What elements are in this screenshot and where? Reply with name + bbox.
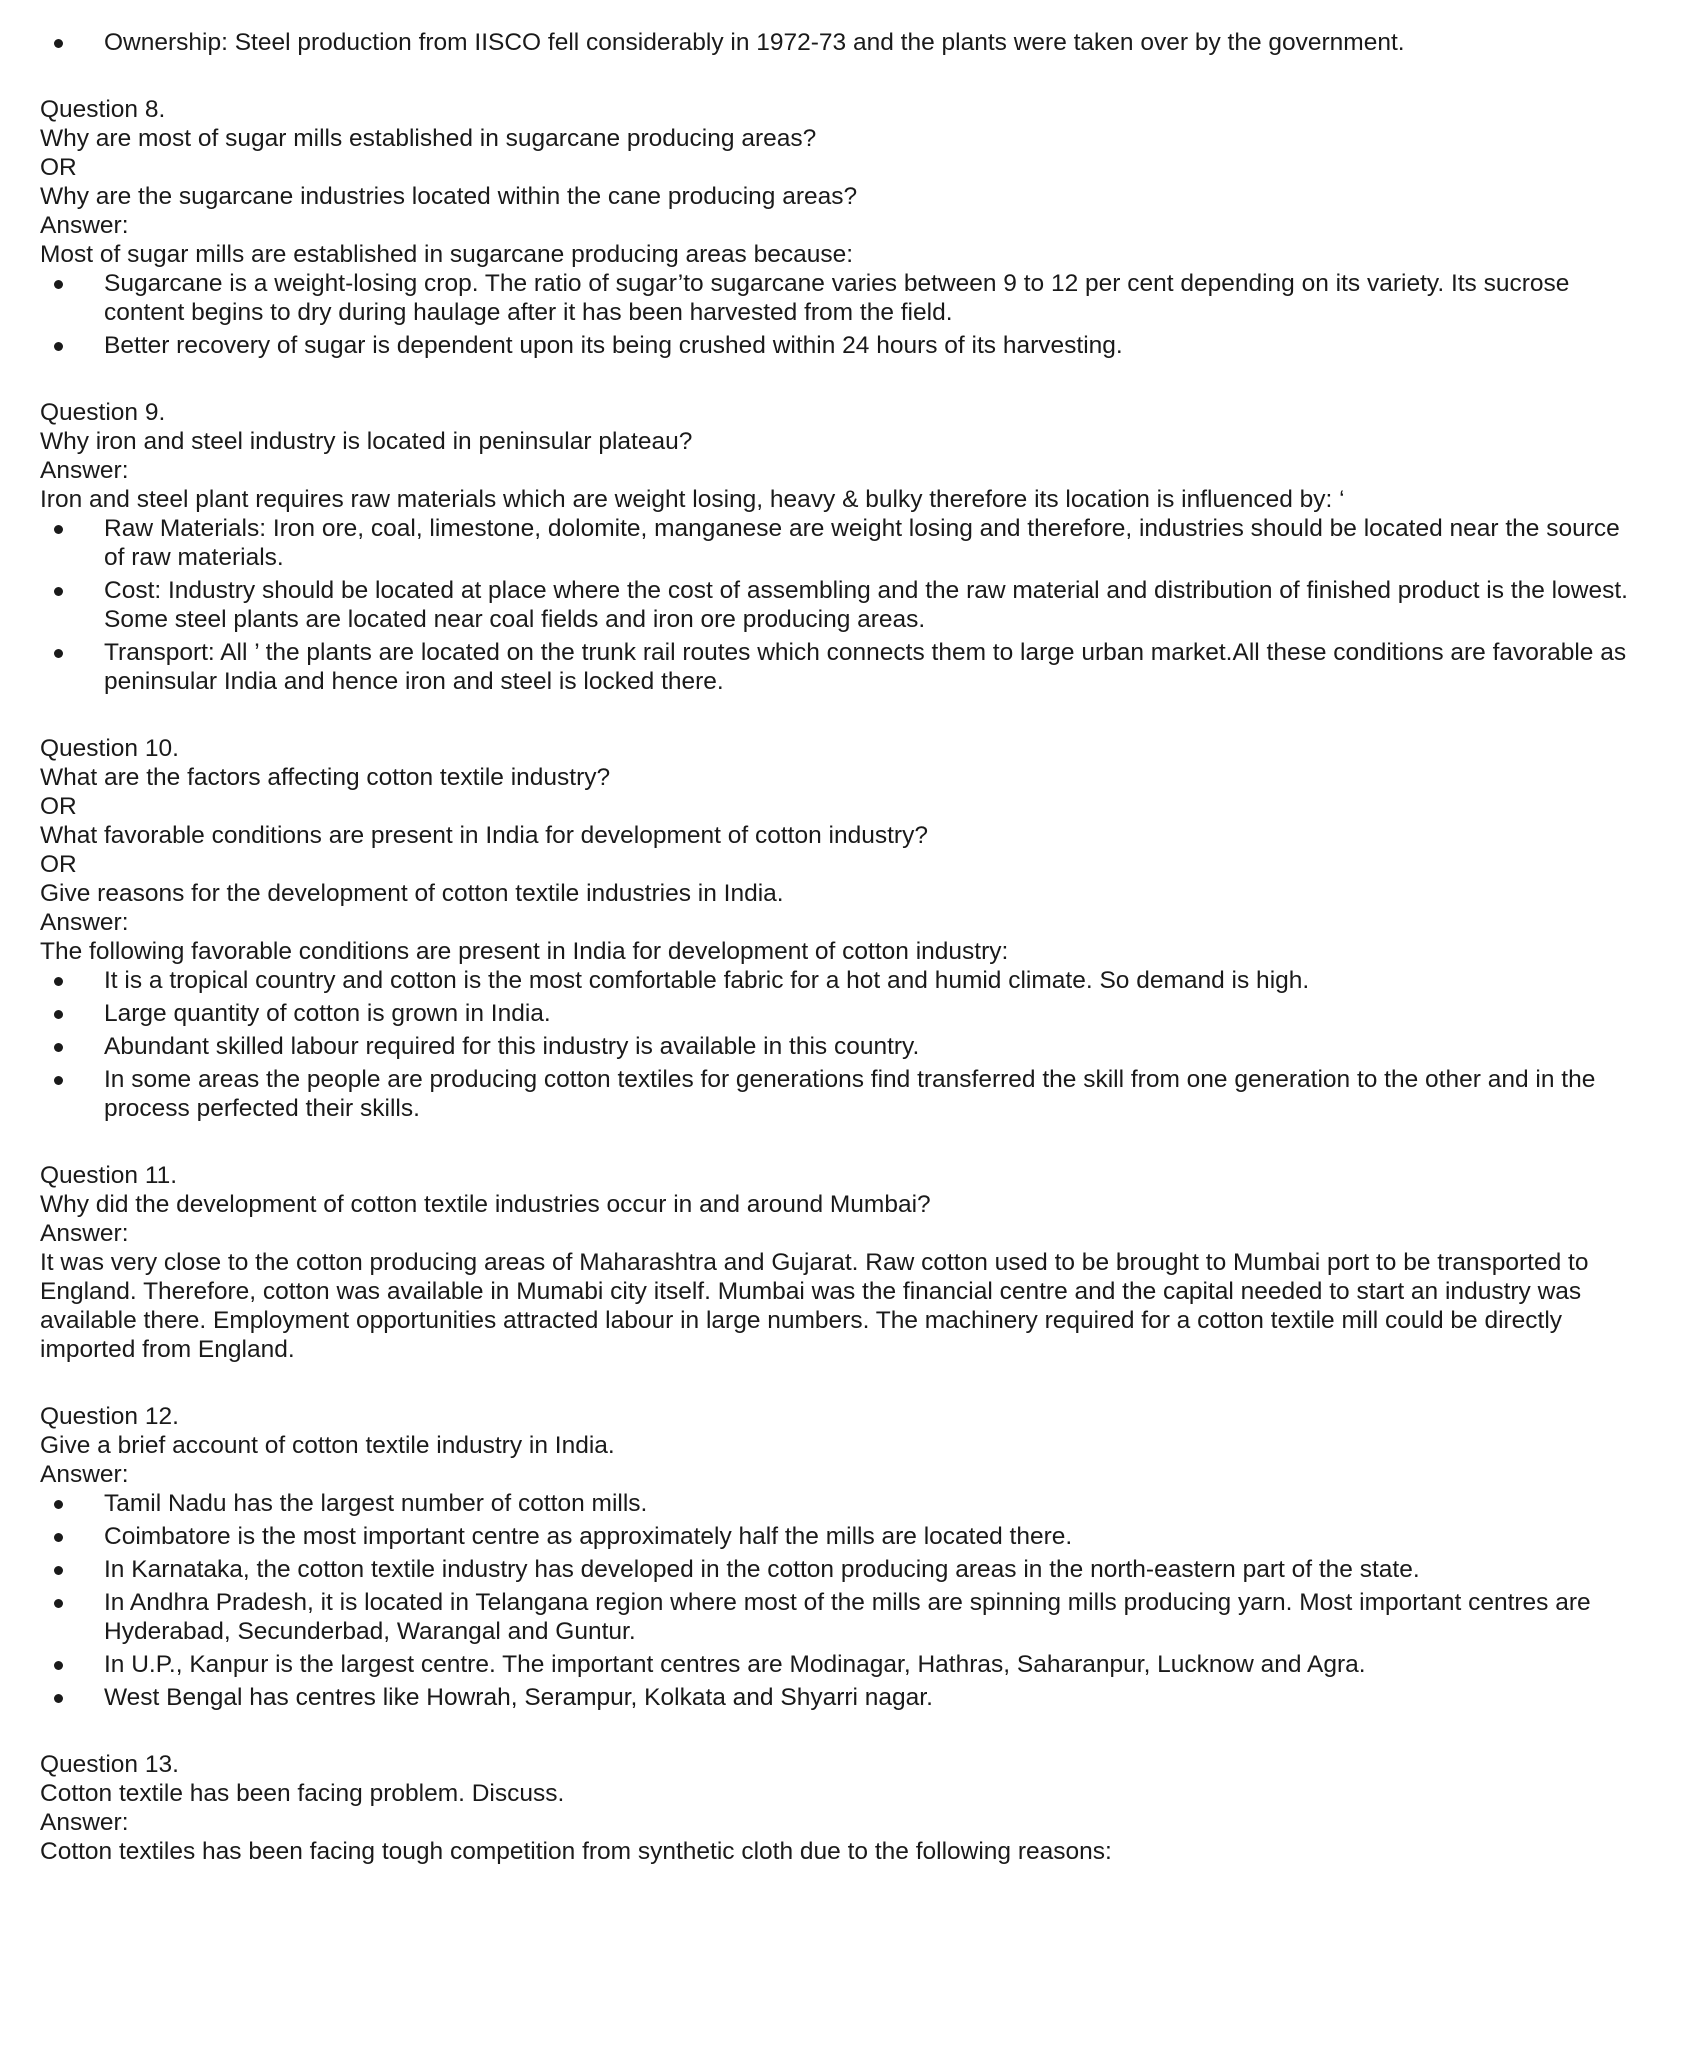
answer-paragraph-line: It was very close to the cotton producing areas of Maharashtra and Gujarat. Raw cotton used to be brought to Mumbai port to be transported to — [40, 1249, 1589, 1276]
answer-bullet-list — [40, 269, 1660, 360]
question-text-alt: What favorable conditions are present in India for development of cotton industry? — [40, 822, 928, 849]
answer-paragraph-line: England. Therefore, cotton was available in Mumabi city itself. Mumbai was the financial centre and the capital needed to start an industry was — [40, 1278, 1582, 1305]
list-item: In Andhra Pradesh, it is located in Telangana region where most of the mills are spinning mills producing yarn. Most important centres are Hyderabad, Secunderbad, Warangal and Guntur. — [40, 1588, 1660, 1646]
answer-bullet-list — [40, 1489, 1660, 1712]
answer-intro: The following favorable conditions are present in India for development of cotton industry: — [40, 938, 1009, 965]
question-heading: Question 10. — [40, 735, 179, 762]
answer-paragraph-line: imported from England. — [40, 1336, 295, 1363]
question-heading: Question 13. — [40, 1751, 179, 1778]
question-11 — [40, 1161, 1660, 1364]
question-10 — [40, 734, 1660, 1123]
question-9 — [40, 398, 1660, 696]
list-item: Ownership: Steel production from IISCO fell considerably in 1972-73 and the plants were taken over by the government. — [40, 28, 1660, 57]
answer-label: Answer: — [40, 1461, 129, 1488]
list-item: Transport: All ’ the plants are located on the trunk rail routes which connects them to large urban market.All these conditions are favorable as peninsular India and hence iron and steel is locked there. — [40, 638, 1660, 696]
list-item: Tamil Nadu has the largest number of cotton mills. — [40, 1489, 1660, 1518]
list-item: Sugarcane is a weight-losing crop. The ratio of sugar’to sugarcane varies between 9 to 12 per cent depending on its variety. Its sucrose content begins to dry during haulage after it has been harvested from the field. — [40, 269, 1660, 327]
list-item: Coimbatore is the most important centre as approximately half the mills are located there. — [40, 1522, 1660, 1551]
question-heading: Question 9. — [40, 399, 166, 426]
question-text: Why are most of sugar mills established in sugarcane producing areas? — [40, 125, 817, 152]
question-text: Why did the development of cotton textile industries occur in and around Mumbai? — [40, 1191, 931, 1218]
question-text: What are the factors affecting cotton textile industry? — [40, 764, 611, 791]
answer-label: Answer: — [40, 1809, 129, 1836]
top-bullet-list — [40, 28, 1660, 57]
answer-bullet-list — [40, 966, 1660, 1123]
list-item: In Karnataka, the cotton textile industry has developed in the cotton producing areas in the north-eastern part of the state. — [40, 1555, 1660, 1584]
answer-intro: Most of sugar mills are established in sugarcane producing areas because: — [40, 241, 854, 268]
question-text: Why iron and steel industry is located in peninsular plateau? — [40, 428, 693, 455]
answer-intro: Cotton textiles has been facing tough competition from synthetic cloth due to the following reasons: — [40, 1838, 1112, 1865]
or-label: OR — [40, 793, 77, 820]
list-item: It is a tropical country and cotton is the most comfortable fabric for a hot and humid climate. So demand is high. — [40, 966, 1660, 995]
answer-paragraph-line: available there. Employment opportunities attracted labour in large numbers. The machinery required for a cotton textile mill could be directly — [40, 1307, 1563, 1334]
question-text: Give a brief account of cotton textile industry in India. — [40, 1432, 615, 1459]
question-text-alt: Give reasons for the development of cotton textile industries in India. — [40, 880, 784, 907]
question-heading: Question 12. — [40, 1403, 179, 1430]
list-item: Cost: Industry should be located at place where the cost of assembling and the raw material and distribution of finished product is the lowest. Some steel plants are located near coal fields and iron ore producing areas. — [40, 576, 1660, 634]
answer-label: Answer: — [40, 457, 129, 484]
or-label: OR — [40, 851, 77, 878]
list-item: In U.P., Kanpur is the largest centre. The important centres are Modinagar, Hathras, Saharanpur, Lucknow and Agra. — [40, 1650, 1660, 1679]
question-text-alt: Why are the sugarcane industries located within the cane producing areas? — [40, 183, 858, 210]
question-12 — [40, 1402, 1660, 1712]
answer-bullet-list — [40, 514, 1660, 696]
list-item: Better recovery of sugar is dependent upon its being crushed within 24 hours of its harvesting. — [40, 331, 1660, 360]
question-heading: Question 8. — [40, 96, 166, 123]
answer-label: Answer: — [40, 212, 129, 239]
answer-label: Answer: — [40, 909, 129, 936]
answer-label: Answer: — [40, 1220, 129, 1247]
question-13 — [40, 1750, 1660, 1866]
list-item: Raw Materials: Iron ore, coal, limestone, dolomite, manganese are weight losing and therefore, industries should be located near the source of raw materials. — [40, 514, 1660, 572]
question-text: Cotton textile has been facing problem. Discuss. — [40, 1780, 565, 1807]
list-item: Large quantity of cotton is grown in India. — [40, 999, 1660, 1028]
list-item: Abundant skilled labour required for this industry is available in this country. — [40, 1032, 1660, 1061]
or-label: OR — [40, 154, 77, 181]
list-item: West Bengal has centres like Howrah, Serampur, Kolkata and Shyarri nagar. — [40, 1683, 1660, 1712]
question-heading: Question 11. — [40, 1162, 178, 1189]
list-item: In some areas the people are producing cotton textiles for generations find transferred the skill from one generation to the other and in the process perfected their skills. — [40, 1065, 1660, 1123]
answer-intro: Iron and steel plant requires raw materials which are weight losing, heavy & bulky therefore its location is influenced by: ‘ — [40, 486, 1345, 513]
question-8 — [40, 95, 1660, 360]
